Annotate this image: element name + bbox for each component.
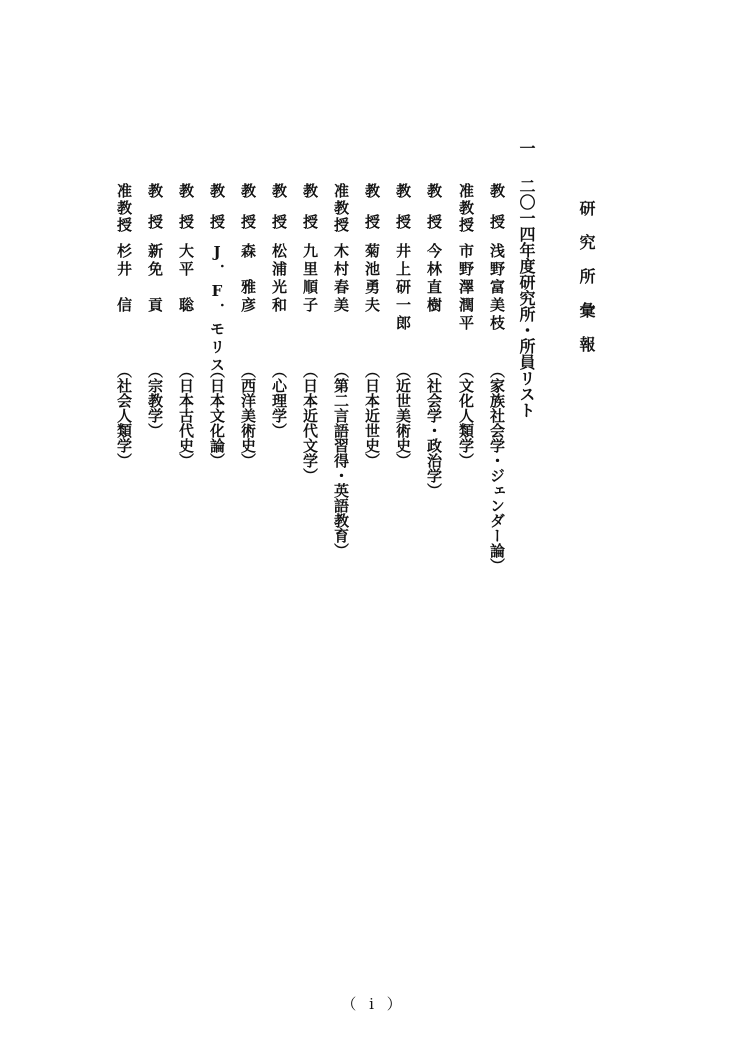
member-field: （社会人類学） bbox=[115, 363, 133, 468]
member-entry bbox=[458, 183, 473, 468]
member-rank: 教授 bbox=[146, 183, 164, 245]
member-field: （近世美術史） bbox=[394, 363, 412, 468]
member-name: 松浦光和 bbox=[270, 243, 288, 315]
member-name: 井上研一郎 bbox=[394, 243, 412, 333]
member-entry bbox=[333, 183, 348, 558]
member-field: （日本文化論） bbox=[208, 363, 226, 468]
member-field: （日本古代史） bbox=[177, 363, 195, 468]
member-name: 九里順子 bbox=[301, 243, 319, 315]
member-name: 市野澤潤平 bbox=[457, 243, 475, 333]
member-name: 杉井 信 bbox=[115, 243, 133, 315]
member-entry bbox=[209, 183, 224, 468]
section-heading-text: 二〇一四年度研究所・所員リスト bbox=[517, 178, 536, 418]
section-number: 一 bbox=[517, 140, 536, 156]
member-field: （日本近代文学） bbox=[301, 363, 319, 483]
member-rank: 教授 bbox=[425, 183, 443, 245]
member-rank: 教授 bbox=[363, 183, 381, 245]
member-rank: 准教授 bbox=[115, 183, 133, 234]
member-name: 菊池勇夫 bbox=[363, 243, 381, 315]
member-entry bbox=[240, 183, 255, 468]
member-field: （西洋美術史） bbox=[239, 363, 257, 468]
member-name: 今林直樹 bbox=[425, 243, 443, 315]
member-entry bbox=[489, 183, 504, 573]
member-entry bbox=[178, 183, 193, 468]
section-heading bbox=[518, 140, 534, 418]
member-name: 新免 貢 bbox=[146, 243, 164, 315]
member-rank: 准教授 bbox=[332, 183, 350, 234]
page-number: （ i ） bbox=[341, 995, 406, 1013]
member-entry bbox=[426, 183, 441, 498]
member-rank: 教授 bbox=[394, 183, 412, 245]
member-entry bbox=[147, 183, 162, 438]
member-rank: 教授 bbox=[208, 183, 226, 245]
member-rank: 教授 bbox=[488, 183, 506, 245]
page-title: 研究所彙報 bbox=[577, 200, 596, 370]
member-rank: 准教授 bbox=[457, 183, 475, 234]
member-name: 大平 聡 bbox=[177, 243, 195, 315]
member-name: 浅野富美枝 bbox=[488, 243, 506, 333]
member-field: （社会学・政治学） bbox=[425, 363, 443, 498]
member-entry bbox=[271, 183, 286, 438]
member-entry bbox=[364, 183, 379, 468]
member-name: J．F．モリス bbox=[208, 243, 226, 375]
member-field: （文化人類学） bbox=[457, 363, 475, 468]
member-field: （第二言語習得・英語教育） bbox=[332, 363, 350, 558]
member-entry bbox=[395, 183, 410, 468]
member-rank: 教授 bbox=[239, 183, 257, 245]
member-rank: 教授 bbox=[177, 183, 195, 245]
member-rank: 教授 bbox=[301, 183, 319, 245]
member-name: 森 雅彦 bbox=[239, 243, 257, 315]
member-entry bbox=[302, 183, 317, 483]
member-field: （家族社会学・ジェンダー論） bbox=[488, 363, 506, 573]
member-name: 木村春美 bbox=[332, 243, 350, 315]
member-field: （宗教学） bbox=[146, 363, 164, 438]
member-field: （心理学） bbox=[270, 363, 288, 438]
member-field: （日本近世史） bbox=[363, 363, 381, 468]
member-rank: 教授 bbox=[270, 183, 288, 245]
member-entry bbox=[116, 183, 131, 468]
